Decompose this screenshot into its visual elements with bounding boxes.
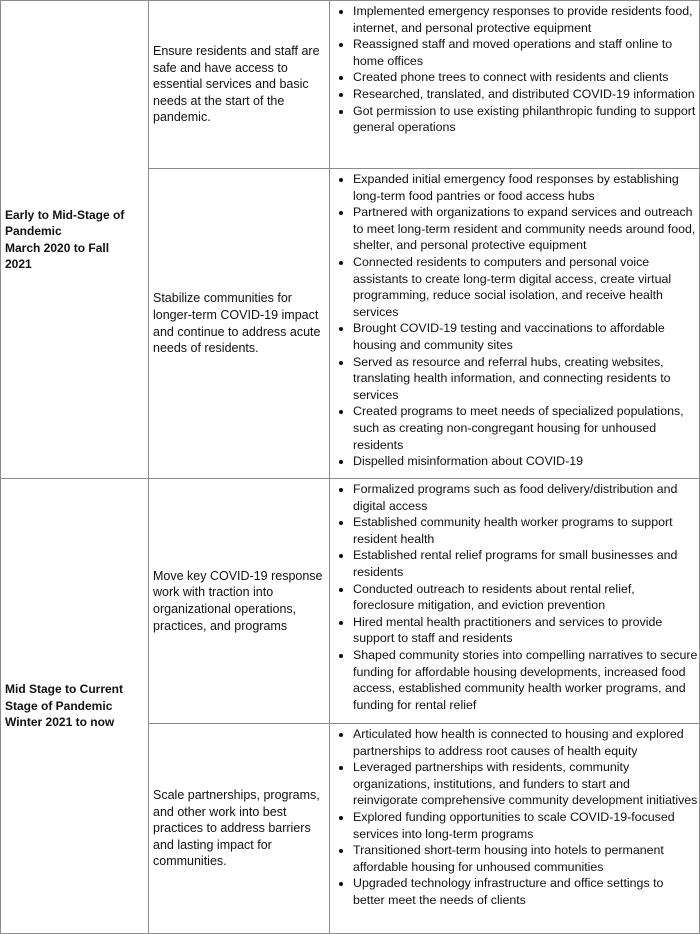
action-item: • Reassigned staff and moved operations and staff online to home offices — [353, 36, 698, 69]
action-item: • Served as resource and referral hubs, creating websites, translating health information, and connecting residents to services — [353, 354, 698, 404]
actions-cell — [330, 724, 700, 934]
stage-cell-mid — [1, 479, 149, 934]
actions-cell — [330, 1, 700, 169]
action-item: • Explored funding opportunities to scale COVID-19-focused services into long-term programs — [353, 809, 698, 842]
stage-label-line: 2021 — [5, 257, 32, 271]
action-item: • Transitioned short-term housing into hotels to permanent affordable housing for unhoused communities — [353, 842, 698, 875]
action-item: • Conducted outreach to residents about rental relief, foreclosure mitigation, and eviction prevention — [353, 581, 698, 614]
actions-list — [334, 3, 698, 136]
stage-label-line: March 2020 to Fall — [5, 240, 110, 255]
stage-label-line: Pandemic — [5, 224, 62, 238]
stage-label-line: Stage of Pandemic — [5, 698, 113, 713]
goal-cell: Scale partnerships, programs, and other work into best practices to address barriers and lasting impact for communities. — [149, 724, 330, 934]
stage-label-line: Mid Stage to Current — [5, 682, 124, 697]
stage-label-line: Early to Mid-Stage of — [5, 207, 125, 222]
action-item: • Dispelled misinformation about COVID-19 — [353, 453, 698, 470]
action-item: • Hired mental health practitioners and services to provide support to staff and residents — [353, 614, 698, 647]
action-item: • Shaped community stories into compelling narratives to secure funding for affordable housing developments, increased food access, established community health worker programs, and funding for rental relief — [353, 647, 698, 713]
action-item: • Connected residents to computers and personal voice assistants to create long-term digital access, create virtual programming, reduce social isolation, and receive health services — [353, 254, 698, 320]
action-item: • Created phone trees to connect with residents and clients — [353, 69, 698, 86]
goal-cell: Ensure residents and staff are safe and have access to essential services and basic needs at the start of the pandemic. — [149, 1, 330, 169]
goal-cell: Move key COVID-19 response work with traction into organizational operations, practices, and programs — [149, 479, 330, 724]
action-item: • Researched, translated, and distributed COVID-19 information — [353, 86, 698, 103]
action-item: • Got permission to use existing philanthropic funding to support general operations — [353, 103, 698, 136]
actions-cell — [330, 479, 700, 724]
table-row — [1, 479, 700, 724]
action-item: • Formalized programs such as food delivery/distribution and digital access — [353, 481, 698, 514]
action-item: • Leveraged partnerships with residents, community organizations, institutions, and funders to start and reinvigorate comprehensive community development initiatives — [353, 759, 698, 809]
action-item: • Upgraded technology infrastructure and office settings to better meet the needs of clients — [353, 875, 698, 908]
table-row — [1, 1, 700, 169]
action-item: • Partnered with organizations to expand services and outreach to meet long-term resident and community needs around food, shelter, and personal protective equipment — [353, 204, 698, 254]
action-item: • Established community health worker programs to support resident health — [353, 514, 698, 547]
actions-list — [334, 171, 698, 470]
actions-list — [334, 481, 698, 713]
action-item: • Created programs to meet needs of specialized populations, such as creating non-congregant housing for unhoused residents — [353, 403, 698, 453]
goal-cell: Stabilize communities for longer-term COVID-19 impact and continue to address acute needs of residents. — [149, 169, 330, 479]
action-item: • Articulated how health is connected to housing and explored partnerships to address root causes of health equity — [353, 726, 698, 759]
action-item: • Established rental relief programs for small businesses and residents — [353, 547, 698, 580]
actions-list — [334, 726, 698, 909]
actions-cell — [330, 169, 700, 479]
action-item: • Brought COVID-19 testing and vaccinations to affordable housing and community sites — [353, 320, 698, 353]
stage-label-line: Winter 2021 to now — [5, 715, 115, 730]
stage-cell-early — [1, 1, 149, 479]
action-item: • Expanded initial emergency food responses by establishing long-term food pantries or food access hubs — [353, 171, 698, 204]
action-item: • Implemented emergency responses to provide residents food, internet, and personal protective equipment — [353, 3, 698, 36]
